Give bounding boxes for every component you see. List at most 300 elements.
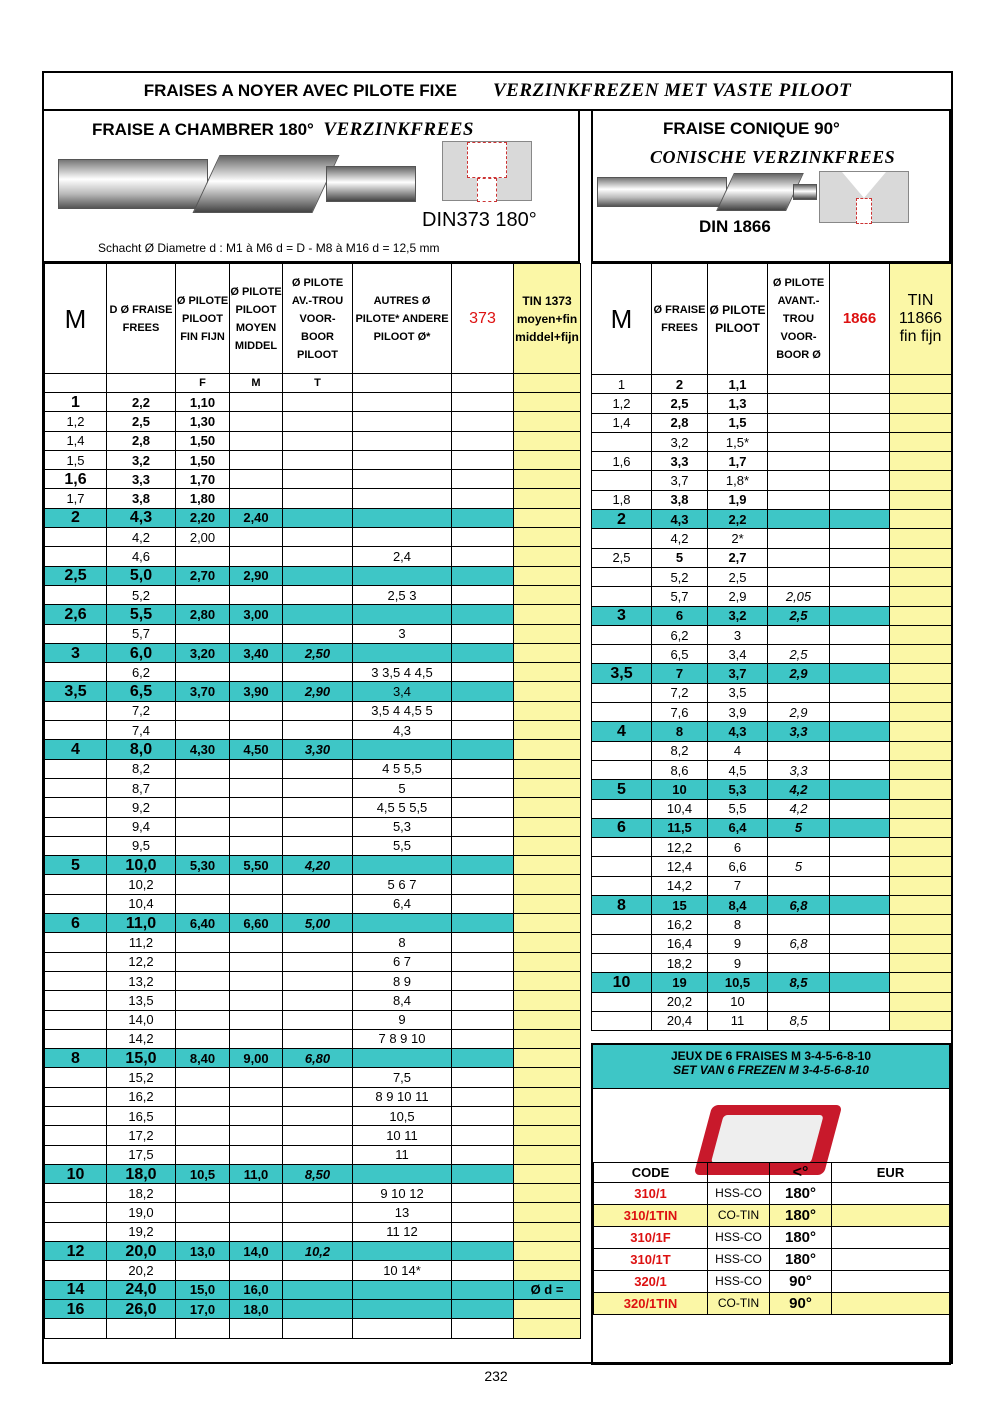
cell-other	[353, 1049, 452, 1068]
cell-other: 10 14*	[353, 1261, 452, 1280]
cell-medium	[230, 933, 283, 952]
cell-other: 6 7	[353, 952, 452, 971]
cell-cutter: 8,2	[652, 741, 708, 760]
cell-m	[45, 721, 107, 740]
cell-373	[452, 431, 514, 450]
cell-pre-hole	[283, 836, 353, 855]
cell-373	[452, 1049, 514, 1068]
cell-pre-hole	[283, 585, 353, 604]
cell-medium	[230, 450, 283, 469]
cell-fine	[176, 663, 230, 682]
cell-tin: Ø d =	[514, 1280, 581, 1299]
cell-other	[353, 508, 452, 527]
cell-pilot: 3,4	[708, 645, 768, 664]
sub-header-cell	[45, 374, 107, 393]
cell-m	[592, 1011, 652, 1030]
table-row	[592, 683, 952, 702]
cell-tin	[514, 1068, 581, 1087]
table-row	[592, 432, 952, 451]
table-row	[45, 952, 581, 971]
cell-pilot: 2,2	[708, 510, 768, 529]
cell-m: 8	[45, 1049, 107, 1068]
cell-m: 8	[592, 896, 652, 915]
table-row	[45, 605, 581, 624]
cell-m: 2	[592, 510, 652, 529]
cell-cutter: 11,5	[652, 818, 708, 837]
cell-angle: 90°	[770, 1271, 832, 1293]
cell-medium: 5,50	[230, 856, 283, 875]
cell-pre-hole	[283, 1126, 353, 1145]
cell-fine	[176, 1184, 230, 1203]
cell-pre-hole	[768, 741, 830, 760]
cell-1866	[830, 992, 890, 1011]
col-header-tin-11866: TIN 11866 fin fijn	[890, 264, 952, 375]
cell-pilot: 1,5*	[708, 432, 768, 451]
cell-pre-hole: 5,00	[283, 914, 353, 933]
cell-tin	[514, 1106, 581, 1125]
table-row	[45, 817, 581, 836]
cell-fine: 2,80	[176, 605, 230, 624]
cell-cutter: 4,3	[652, 510, 708, 529]
cell-d: 24,0	[107, 1280, 176, 1299]
cell-tin	[514, 894, 581, 913]
cell-m: 2	[45, 508, 107, 527]
cell-1866	[830, 413, 890, 432]
cell-other: 5,5	[353, 836, 452, 855]
cell-pre-hole	[283, 1222, 353, 1241]
table-row	[45, 971, 581, 990]
cell-m	[45, 1261, 107, 1280]
cell-pre-hole	[283, 1029, 353, 1048]
cell-tin	[514, 470, 581, 489]
cell-other	[353, 393, 452, 412]
cell-cutter: 4,2	[652, 529, 708, 548]
cell-medium	[230, 1126, 283, 1145]
cell-pre-hole	[768, 548, 830, 567]
cell-d: 19,2	[107, 1222, 176, 1241]
cell-material: HSS-CO	[708, 1183, 770, 1205]
table-row	[45, 721, 581, 740]
table-row	[45, 1184, 581, 1203]
cell-fine: 1,30	[176, 412, 230, 431]
cell-fine: 15,0	[176, 1280, 230, 1299]
cell-m: 1,8	[592, 490, 652, 509]
cell-tin	[514, 914, 581, 933]
cell-other: 9 10 12	[353, 1184, 452, 1203]
cell-fine	[176, 798, 230, 817]
cell-pre-hole: 2,05	[768, 587, 830, 606]
table-row	[592, 1011, 952, 1030]
cell-tin	[514, 1299, 581, 1318]
cell-m: 1,7	[45, 489, 107, 508]
cell-pre-hole: 2,5	[768, 606, 830, 625]
cell-373	[452, 1242, 514, 1261]
cell-medium	[230, 798, 283, 817]
cell-tin	[890, 683, 952, 702]
cell-373	[452, 566, 514, 585]
cell-373	[452, 914, 514, 933]
cell-m	[592, 876, 652, 895]
cell-tin	[514, 817, 581, 836]
cell-pre-hole	[283, 566, 353, 585]
cell-373	[452, 952, 514, 971]
cell-tin	[890, 548, 952, 567]
cell-m	[592, 953, 652, 972]
cell-tin	[890, 953, 952, 972]
cell-other: 4,5 5 5,5	[353, 798, 452, 817]
cell-373	[452, 1222, 514, 1241]
cell-pilot: 1,7	[708, 452, 768, 471]
cell-tin	[514, 1029, 581, 1048]
cell-pilot: 1,5	[708, 413, 768, 432]
cell-d: 11,0	[107, 914, 176, 933]
cell-pilot: 9	[708, 934, 768, 953]
cell-other: 10,5	[353, 1106, 452, 1125]
cell-m: 1,5	[45, 450, 107, 469]
cell-pre-hole	[283, 971, 353, 990]
cell-medium	[230, 528, 283, 547]
table-row	[592, 934, 952, 953]
cell-1866	[830, 529, 890, 548]
cell-tin	[890, 838, 952, 857]
col-header-pilot: Ø PILOTE PILOOT	[708, 264, 768, 375]
cell-other	[353, 643, 452, 662]
cell-pre-hole: 3,30	[283, 740, 353, 759]
cell-other: 10 11	[353, 1126, 452, 1145]
cell-m	[45, 1106, 107, 1125]
cell-373	[452, 1068, 514, 1087]
cell-eur	[832, 1205, 950, 1227]
cell-373	[452, 798, 514, 817]
cell-pre-hole	[283, 393, 353, 412]
cell-tin	[514, 1010, 581, 1029]
cell-pre-hole	[283, 1106, 353, 1125]
cell-cutter: 8	[652, 722, 708, 741]
left-spec-table	[44, 263, 581, 1339]
right-header-row	[592, 264, 952, 375]
cell-373	[452, 412, 514, 431]
cell-pre-hole	[768, 953, 830, 972]
table-row	[45, 1280, 581, 1299]
cell-fine	[176, 1106, 230, 1125]
col-header-m: M	[45, 264, 107, 374]
table-row	[592, 645, 952, 664]
cell-373	[452, 663, 514, 682]
cell-pilot: 2,7	[708, 548, 768, 567]
cell-fine	[176, 971, 230, 990]
table-row	[592, 587, 952, 606]
cell-pre-hole	[768, 432, 830, 451]
cell-other	[353, 740, 452, 759]
sub-header-cell: T	[283, 374, 353, 393]
set-title-french: JEUX DE 6 FRAISES M 3-4-5-6-8-10	[670, 1049, 872, 1063]
cell-fine	[176, 624, 230, 643]
cell-other	[353, 431, 452, 450]
cell-medium: 4,50	[230, 740, 283, 759]
cell-d: 4,2	[107, 528, 176, 547]
cell-pilot: 2,5	[708, 567, 768, 586]
cell-m	[45, 836, 107, 855]
cell-tin	[514, 856, 581, 875]
cell-pilot: 2*	[708, 529, 768, 548]
table-row	[592, 760, 952, 779]
cell-d: 3,3	[107, 470, 176, 489]
cell-tin	[514, 991, 581, 1010]
cell-tin	[514, 1049, 581, 1068]
cell-tin	[514, 798, 581, 817]
cell-d: 3,8	[107, 489, 176, 508]
cell-fine: 1,70	[176, 470, 230, 489]
cell-m: 1,6	[45, 470, 107, 489]
cell-d: 5,7	[107, 624, 176, 643]
cell-tin	[514, 759, 581, 778]
cell-tin	[514, 1126, 581, 1145]
cell-pre-hole	[283, 605, 353, 624]
cell-cutter: 18,2	[652, 953, 708, 972]
cell-eur	[832, 1271, 950, 1293]
cell-code: 310/1	[594, 1183, 708, 1205]
table-row	[45, 470, 581, 489]
cell-1866	[830, 587, 890, 606]
cell-pre-hole	[283, 798, 353, 817]
cell-1866	[830, 915, 890, 934]
cell-373	[452, 508, 514, 527]
cell-other	[353, 489, 452, 508]
cell-fine: 8,40	[176, 1049, 230, 1068]
cell-m: 4	[592, 722, 652, 741]
cell-pilot: 6,4	[708, 818, 768, 837]
table-row	[45, 1319, 581, 1338]
cell-d: 13,5	[107, 991, 176, 1010]
cell-d: 16,5	[107, 1106, 176, 1125]
table-row	[45, 933, 581, 952]
cell-1866	[830, 683, 890, 702]
cell-pilot: 5,3	[708, 780, 768, 799]
table-row	[45, 1010, 581, 1029]
cell-pilot: 6,6	[708, 857, 768, 876]
cell-373	[452, 1299, 514, 1318]
cell-1866	[830, 606, 890, 625]
cell-373	[452, 1261, 514, 1280]
cell-tin	[514, 740, 581, 759]
cell-pilot: 1,3	[708, 394, 768, 413]
cell-pre-hole	[283, 817, 353, 836]
cell-pilot: 3,7	[708, 664, 768, 683]
cell-m	[592, 625, 652, 644]
table-row	[592, 703, 952, 722]
cell-m	[45, 952, 107, 971]
cell-cutter: 16,4	[652, 934, 708, 953]
cell-pre-hole	[283, 1261, 353, 1280]
cell-fine	[176, 1222, 230, 1241]
cell-373	[452, 759, 514, 778]
cell-cutter: 5,7	[652, 587, 708, 606]
cell-m	[45, 759, 107, 778]
cell-373	[452, 701, 514, 720]
cell-tin	[514, 643, 581, 662]
cell-pre-hole	[283, 489, 353, 508]
cell-373	[452, 1087, 514, 1106]
code-row	[594, 1271, 950, 1293]
cell-m	[45, 1184, 107, 1203]
cell-fine: 3,70	[176, 682, 230, 701]
cell-material: HSS-CO	[708, 1271, 770, 1293]
cell-cutter: 14,2	[652, 876, 708, 895]
cell-fine	[176, 952, 230, 971]
cell-m: 3	[45, 643, 107, 662]
table-row	[592, 471, 952, 490]
cell-fine	[176, 991, 230, 1010]
cell-medium	[230, 1029, 283, 1048]
set-title-dutch: SET VAN 6 FREZEN M 3-4-5-6-8-10	[673, 1063, 869, 1077]
cell-1866	[830, 490, 890, 509]
cell-373	[452, 817, 514, 836]
cell-medium	[230, 470, 283, 489]
cell-1866	[830, 973, 890, 992]
cell-pre-hole: 5	[768, 857, 830, 876]
cell-m: 1,4	[45, 431, 107, 450]
table-row	[45, 1222, 581, 1241]
cell-fine	[176, 875, 230, 894]
table-row	[45, 798, 581, 817]
cell-373	[452, 1280, 514, 1299]
cell-m: 6	[45, 914, 107, 933]
table-row	[45, 1049, 581, 1068]
sub-header-cell	[452, 374, 514, 393]
cell-1866	[830, 953, 890, 972]
cell-other	[353, 1164, 452, 1183]
cell-tin	[890, 394, 952, 413]
right-title-french: FRAISE CONIQUE 90°	[663, 119, 840, 138]
cell-pre-hole	[283, 721, 353, 740]
cell-d: 19,0	[107, 1203, 176, 1222]
cell-m: 10	[45, 1164, 107, 1183]
cell-d: 11,2	[107, 933, 176, 952]
cell-d: 2,2	[107, 393, 176, 412]
cell-fine: 2,20	[176, 508, 230, 527]
cell-medium	[230, 431, 283, 450]
set-header	[593, 1045, 949, 1089]
cell-medium	[230, 721, 283, 740]
cell-fine	[176, 547, 230, 566]
col-header-pre-hole: Ø PILOTE AVANT.-TROU VOOR-BOOR Ø	[768, 264, 830, 375]
cell-pre-hole: 8,50	[283, 1164, 353, 1183]
cell-medium	[230, 1319, 283, 1338]
table-row	[592, 394, 952, 413]
cell-pre-hole	[283, 759, 353, 778]
table-row	[45, 547, 581, 566]
cell-373	[452, 875, 514, 894]
cell-fine: 17,0	[176, 1299, 230, 1318]
cell-fine: 13,0	[176, 1242, 230, 1261]
table-row	[45, 682, 581, 701]
cell-tin	[514, 682, 581, 701]
cell-other	[353, 412, 452, 431]
cell-tin	[514, 1319, 581, 1338]
cell-tin	[514, 605, 581, 624]
cell-pre-hole: 2,50	[283, 643, 353, 662]
cell-tin	[890, 896, 952, 915]
cell-other: 5 6 7	[353, 875, 452, 894]
cell-d: 9,4	[107, 817, 176, 836]
cell-pre-hole: 3,3	[768, 760, 830, 779]
cell-373	[452, 1106, 514, 1125]
cell-tin	[890, 529, 952, 548]
cell-m	[45, 547, 107, 566]
cell-pre-hole	[283, 778, 353, 797]
cell-tin	[514, 1087, 581, 1106]
table-row	[45, 701, 581, 720]
col-header-fine: Ø PILOTE PILOOT FIN FIJN	[176, 264, 230, 374]
cell-fine: 1,80	[176, 489, 230, 508]
cell-1866	[830, 510, 890, 529]
cell-tin	[514, 1184, 581, 1203]
table-row	[592, 664, 952, 683]
cell-fine	[176, 1319, 230, 1338]
cell-m: 16	[45, 1299, 107, 1318]
cell-angle: 180°	[770, 1227, 832, 1249]
cell-m	[592, 683, 652, 702]
cell-373	[452, 894, 514, 913]
cell-m	[45, 585, 107, 604]
cell-1866	[830, 664, 890, 683]
code-row	[594, 1183, 950, 1205]
cell-pre-hole	[283, 1280, 353, 1299]
cell-373	[452, 624, 514, 643]
cell-pre-hole	[283, 991, 353, 1010]
cell-pilot: 1,8*	[708, 471, 768, 490]
table-row	[45, 740, 581, 759]
cell-1866	[830, 896, 890, 915]
cell-tin	[514, 663, 581, 682]
cell-373	[452, 836, 514, 855]
right-spec-table	[591, 263, 952, 1031]
cell-m: 3,5	[45, 682, 107, 701]
table-row	[45, 991, 581, 1010]
cell-other: 4,3	[353, 721, 452, 740]
cell-medium	[230, 412, 283, 431]
cell-medium	[230, 875, 283, 894]
cell-m	[45, 1319, 107, 1338]
cell-tin	[890, 780, 952, 799]
cell-tin	[890, 645, 952, 664]
cell-pre-hole: 8,5	[768, 973, 830, 992]
cell-d: 7,2	[107, 701, 176, 720]
cell-pre-hole	[768, 683, 830, 702]
cell-pilot: 4,3	[708, 722, 768, 741]
code-header-cell: EUR	[832, 1163, 950, 1183]
cell-cutter: 3,3	[652, 452, 708, 471]
page-title	[44, 73, 951, 111]
cell-m	[45, 798, 107, 817]
cell-1866	[830, 760, 890, 779]
cell-pre-hole	[283, 470, 353, 489]
cell-m	[45, 1222, 107, 1241]
cell-tin	[514, 1145, 581, 1164]
cell-d: 8,7	[107, 778, 176, 797]
cell-m	[45, 817, 107, 836]
left-product-header	[44, 111, 580, 263]
cell-m	[592, 587, 652, 606]
cell-m	[592, 857, 652, 876]
cell-other: 2,4	[353, 547, 452, 566]
cell-d: 9,5	[107, 836, 176, 855]
cell-cutter: 7,6	[652, 703, 708, 722]
cell-tin	[890, 375, 952, 394]
cell-m	[45, 933, 107, 952]
cell-tin	[514, 508, 581, 527]
cell-m	[592, 432, 652, 451]
